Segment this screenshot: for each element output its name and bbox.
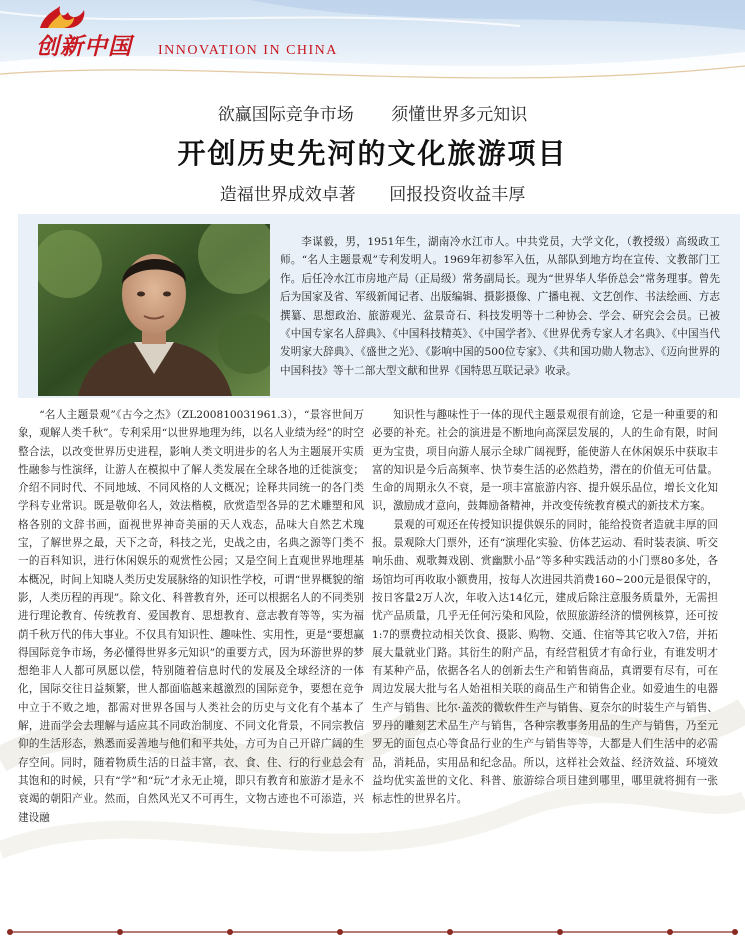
- flame-icon: [34, 4, 96, 30]
- author-portrait: [38, 224, 270, 396]
- subhead-left: 造福世界成效卓著: [219, 185, 356, 205]
- kicker: [0, 100, 745, 125]
- article-column-left: [18, 406, 364, 827]
- page-header: [0, 0, 745, 92]
- logo-english: INNOVATION IN CHINA: [158, 43, 338, 58]
- kicker-right: 须懂世界多元知识: [391, 105, 528, 125]
- kicker-left: 欲赢国际竞争市场: [217, 105, 354, 125]
- subhead: [0, 180, 745, 205]
- author-bio: 李谋毅，男，1951年生，湖南冷水江市人。中共党员，大学文化，（教授级）高级政工师。“名人主题景观”专利发明人。1969年初参军入伍，从部队到地方均在宣传、文教部门工作。后任冷水江市房地产局（正局级）常务副局长。现为“世界华人华侨总会”常务理事。曾先后为国家及省、军级新闻记者、出版编辑、摄影摄像、广播电视、文艺创作、书法绘画、方志撰纂、思想政治、旅游观光、盆景奇石、科技发明等十二种协会、学会、研究会会员。已被《中国专家名人辞典》、《中国科技精英》、《中国学者》、《世界优秀专家人才名典》、《中国当代发明家大辞典》、《盛世之光》、《影响中国的500位专家》、《共和国功勋人物志》、《迈向世界的中国科技》等十二部大型文献和世界《国特思互联记录》收录。: [280, 236, 720, 377]
- subhead-right: 回报投资收益丰厚: [389, 185, 526, 205]
- logo-chinese: 创新中国: [36, 34, 132, 60]
- bottom-decorative-rule: [0, 920, 745, 942]
- body-paragraph: 知识性与趣味性于一体的现代主题景观很有前途，它是一种重要的和必要的补充。社会的演进是不断地向高深层发展的，人的生命有限，时间更为宝贵，项目向游人展示全球广阔视野，能使游人在休闲娱乐中获取丰富的知识是今后高频率、快节奏生活的必然趋势，潜在的价值无可估量。生命的周期永久不衰，是一项丰富旅游内容、提升娱乐品位，增长文化知识，激励成才意向，鼓舞励备精神，并改变传统教育模式的新技术方案。: [372, 409, 718, 513]
- headline: 开创历史先河的文化旅游项目: [177, 137, 568, 170]
- body-paragraph: “名人主题景观”《古今之杰》（ZL200810031961.3），“景容世间万象，观解人类千秋”。专利采用“以世界地理为纬，以名人业绩为经”的时空整合法，以改变世界历史进程，影响人类文明进步的名人为主题展开实质性融参与性演绎，让游人在模拟中了解人类发展在全球各地的迁徙演变；介绍不同时代、不同地域、不同风格的人文概况；诠释共同统一的各门类学科专业常识。既是敬仰名人，效法楷模，欣赏造型各异的艺术雕塑和风格各别的文辞书画，面视世界神奇美丽的天人戏态，品味大自然艺术瑰宝，了解世界之最，天下之奇，科技之光，史战之由，名典之源等门类不一的百科知识，进行休闲娱乐的观赏性公园；又是空间上直观世界地理基本概况，时间上知晓人类历史发展脉络的知识性学校，可谓“世界概貌的缩影，人类历程的再现”。除文化、科普教育外，还可以根据名人的不同类别进行理论教育、传统教育、爱国教育、思想教育、意志教育等等，实为福荫千秋万代的伟大事业。不仅具有知识性、趣味性、实用性，更是“要想赢得国际竞争市场，务必懂得世界多元知识”的重要方式，因为环游世界的梦想绝非人人都可夙愿以偿，特别随着信息时代的发展及全球经济的一体化，国际交往日益频繁，世人都面临越来越激烈的国际竞争，要想在竞争中立于不败之地，都需对世界各国与人类社会的历史与文化有个基本了解，进而学会去理解与适应其不同政治制度、不同文化背景，不同宗教信仰的生活形态，熟悉而妥善地与他们和平共处，方可为自己开辟广阔的生存空间。同时，随着物质生活的日益丰富，衣、食、住、行的行业总会有其饱和的时候，只有“学”和“玩”才永无止境，即只有教育和旅游才是永不衰竭的朝阳产业。然而，自然风光又不可再生，文物古迹也不可添造，兴建设融: [18, 409, 364, 824]
- portrait-photo: [38, 224, 270, 396]
- article-column-right: [372, 406, 718, 809]
- body-paragraph: 景观的可观还在传授知识提供娱乐的同时，能给投资者造就丰厚的回报。景观除大门票外，还有“演理化实验、仿体艺运动、看时装表演、听交响乐曲、观歌舞戏剧、赏幽默小品”等多种实践活动的小门票80多处，各场馆均可再收取小额费用，按每人次进园共消费160~200元是很保守的，按日客量2万人次，年收入达14亿元，建成后除注意服务质量外，无需担忧产品质量，几乎无任何污染和风险，依照旅游经济的惯例核算，还可按1:7的票费拉动相关饮食、摄影、购物、交通、住宿等其它收入7倍，并拓展大量就业门路。其衍生的附产品，有经营租赁才有命行业，有谁发明才有某种产品，依据各名人的创新去生产和销售商品，真谓要有尽有，可在周边发展大批与名人始祖相关联的商品生产和销售企业。如爱迪生的电器生产与销售、比尔·盖茨的微软件生产与销售、夏奈尔的时装生产与销售、罗丹的雕刻艺术品生产与销售，各种宗教事务用品的生产与销售，乃至元罗无的面包点心等食品行业的生产与销售等等，大都是人们生活中的必需品，消耗品，实用品和纪念品。所以，这样社会效益、经济效益、环境效益均优实盖世的文化、科普、旅游综合项目建到哪里，哪里就将拥有一张标志性的世界名片。: [372, 518, 718, 806]
